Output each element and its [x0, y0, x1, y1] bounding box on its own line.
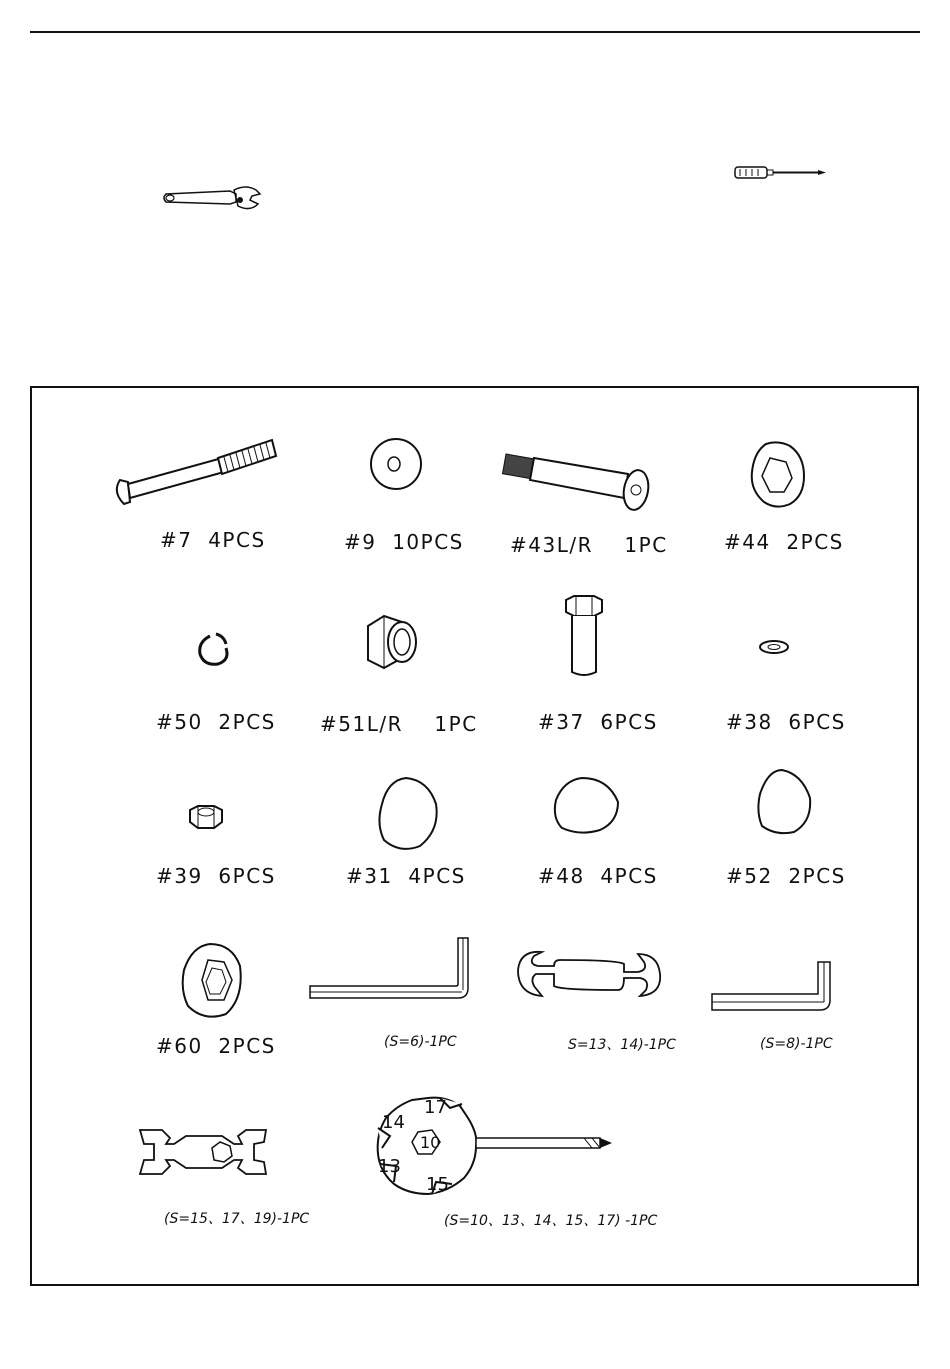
hex-key-6-spec: (S=6)-1PC	[384, 1034, 457, 1050]
cam-washer-44-icon	[748, 440, 808, 510]
multi-tool-icon	[372, 1094, 616, 1198]
screwdriver-icon	[734, 164, 830, 182]
wrench-15-17-19-spec: (S=15、17、19)-1PC	[164, 1211, 310, 1227]
axle-bolt-43-icon	[502, 446, 662, 516]
part-50-label: #50 2PCS	[156, 710, 276, 734]
spring-washer-50-icon	[196, 630, 236, 670]
cap-31-icon	[376, 774, 442, 854]
washer-9-icon	[368, 436, 424, 492]
cap-48-icon	[552, 774, 624, 836]
wrench-13-14-spec: S=13、14)-1PC	[568, 1037, 676, 1053]
part-37-label: #37 6PCS	[538, 710, 658, 734]
bolt-7-icon	[112, 432, 282, 512]
hex-nut-39-icon	[186, 804, 226, 830]
multi-tool-size-17: 17	[424, 1097, 447, 1118]
hex-cap-60-icon	[180, 942, 246, 1022]
flat-washer-38-icon	[758, 638, 790, 656]
part-9-label: #9 10PCS	[344, 530, 464, 554]
multi-tool-spec: (S=10、13、14、15、17) -1PC	[444, 1213, 658, 1229]
adjustable-wrench-icon	[160, 184, 264, 214]
lock-nut-51-icon	[364, 612, 420, 672]
part-7-label: #7 4PCS	[160, 528, 266, 552]
part-52-label: #52 2PCS	[726, 864, 846, 888]
header-rule	[30, 31, 920, 33]
part-60-label: #60 2PCS	[156, 1034, 276, 1058]
open-wrench-15-17-19-icon	[138, 1126, 268, 1178]
part-44-label: #44 2PCS	[724, 530, 844, 554]
multi-tool-size-10: 10	[420, 1133, 441, 1152]
hex-bolt-37-icon	[562, 594, 606, 678]
part-48-label: #48 4PCS	[538, 864, 658, 888]
multi-tool-size-13: 13	[378, 1156, 401, 1177]
hex-key-8-spec: (S=8)-1PC	[760, 1036, 833, 1052]
multi-tool-size-15: 15	[426, 1174, 449, 1195]
part-39-label: #39 6PCS	[156, 864, 276, 888]
part-43-label: #43L/R 1PC	[510, 533, 668, 557]
hex-key-8-icon	[710, 960, 834, 1012]
part-31-label: #31 4PCS	[346, 864, 466, 888]
hex-key-6-icon	[308, 936, 472, 1002]
multi-tool-size-14: 14	[382, 1112, 405, 1133]
part-51-label: #51L/R 1PC	[320, 712, 478, 736]
part-38-label: #38 6PCS	[726, 710, 846, 734]
open-wrench-13-14-icon	[514, 946, 664, 1002]
cap-52-icon	[756, 766, 816, 838]
